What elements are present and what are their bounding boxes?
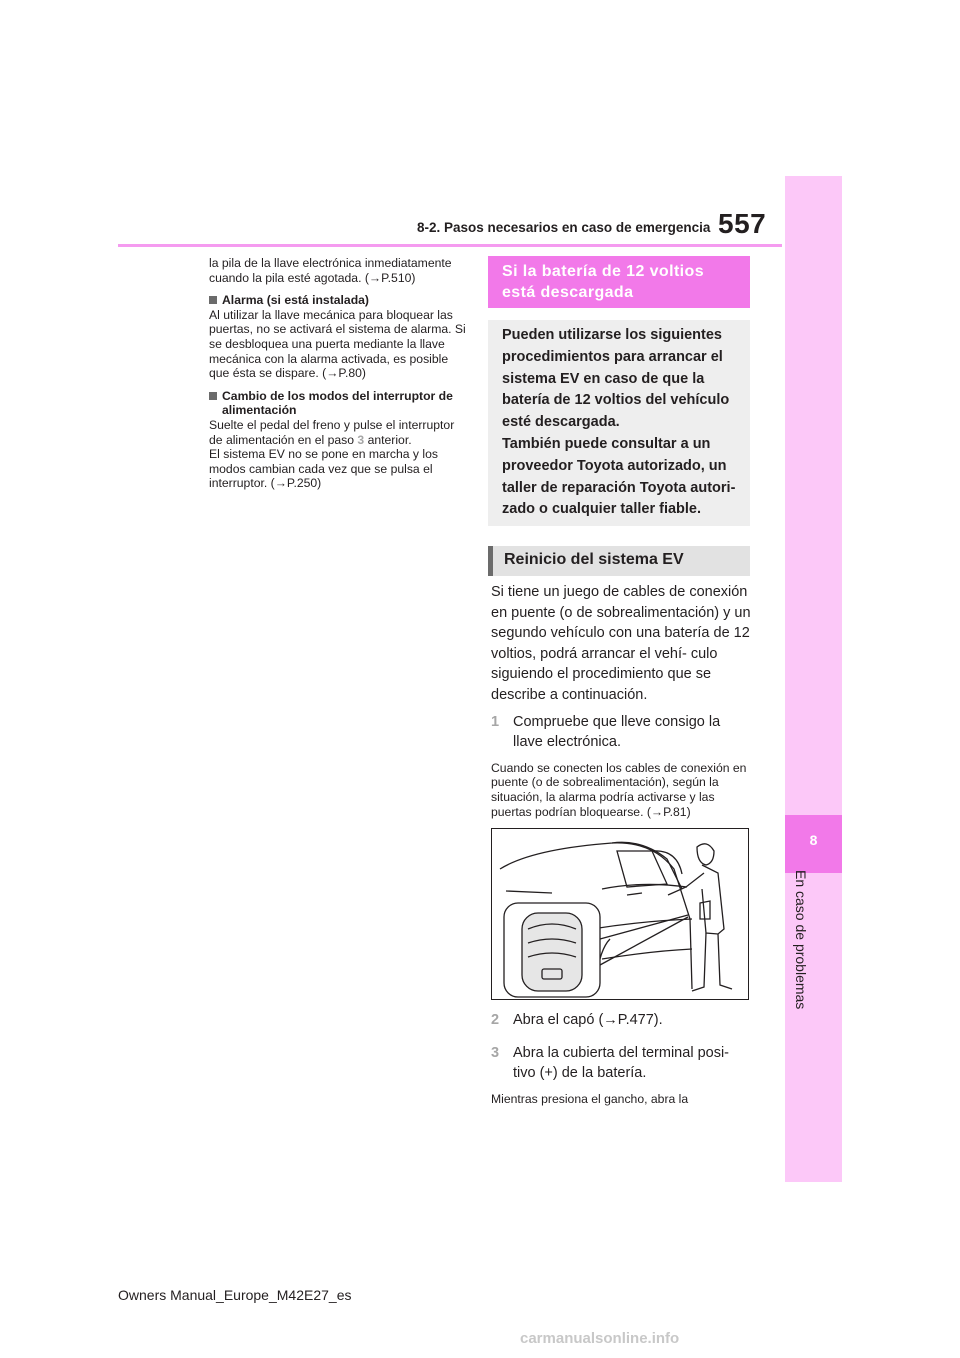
step-1-note: Cuando se conecten los cables de conexión en puente (o de sobrealimentación), según la situación, la alarma podría activarse y las puertas podrían bloquearse. (→P.81)	[491, 760, 747, 819]
lower-steps	[491, 1004, 753, 1106]
page-number: 557	[718, 208, 767, 239]
alarm-heading-text: Alarma (si está instalada)	[222, 293, 369, 308]
side-tab	[785, 176, 842, 1182]
step-text: Compruebe que lleve consigo la llave electrónica.	[513, 713, 721, 751]
left-column	[209, 256, 469, 499]
step-number: 3	[491, 1044, 500, 1061]
step-1	[491, 712, 753, 753]
header-rule	[118, 244, 782, 247]
info-text: Pueden utilizarse los siguientes procedimientos para arrancar el sistema EV en caso de que la batería de 12 voltios del vehículo esté descargada.	[502, 327, 730, 431]
modes-body-part: Suelte el pedal del freno y pulse el interruptor de alimentación en el paso	[209, 417, 455, 447]
step-text: Abra la cubierta del terminal posi- tivo (+) de la batería.	[513, 1044, 729, 1082]
modes-heading	[209, 389, 469, 418]
square-bullet-icon	[209, 392, 217, 400]
info-text: También puede consultar a un proveedor Toyota autorizado, un taller de reparación Toyota autori- zado o cualquier taller fiable.	[502, 435, 736, 518]
modes-heading-text: Cambio de los modos del interruptor de alimentación	[222, 388, 453, 418]
step-3	[491, 1043, 753, 1084]
watermark: carmanualsonline.info	[520, 1330, 680, 1347]
chapter-label	[785, 870, 809, 1030]
section-heading-text: Reinicio del sistema EV	[504, 551, 684, 568]
car-door-drawing	[492, 829, 748, 999]
alarm-body: Al utilizar la llave mecánica para bloquear las puertas, no se activará el sistema de alarma. Si se desbloquea una puerta mediante la llave mecánica con la alarma activada, es posible que ésta se dispare. (→P.80)	[209, 307, 466, 381]
footer-doc-id: Owners Manual_Europe_M42E27_es	[118, 1287, 352, 1303]
info-box	[488, 320, 750, 526]
section-heading	[488, 546, 750, 576]
procedure-intro: Si tiene un juego de cables de conexión en puente (o de sobrealimentación) y un segundo vehículo con una batería de 12 voltios, podrá arrancar el vehí- culo siguiendo el procedimiento que se describe a continuación.	[491, 584, 751, 703]
battery-banner	[488, 256, 750, 308]
step-2	[491, 1010, 753, 1031]
step-3-note: Mientras presiona el gancho, abra la	[491, 1091, 689, 1106]
section-title: 8-2. Pasos necesarios en caso de emergencia	[417, 220, 711, 235]
chapter-number: 8	[809, 832, 818, 848]
alarm-heading	[209, 293, 469, 308]
modes-body-part: anterior.	[367, 432, 412, 447]
battery-banner-title: Si la batería de 12 voltios está descargada	[502, 263, 704, 301]
step-text: Abra el capó (→P.477).	[513, 1012, 663, 1028]
car-key-illustration	[491, 828, 749, 1000]
step-number: 2	[491, 1012, 500, 1028]
step-reference: 3	[357, 432, 365, 447]
square-bullet-icon	[209, 296, 217, 304]
right-column	[491, 582, 753, 819]
modes-body-part: El sistema EV no se pone en marcha y los modos cambian cada vez que se pulsa el interruptor. (→P.250)	[209, 447, 438, 491]
chapter-label-text: En caso de problemas	[793, 870, 809, 1010]
step-number: 1	[491, 713, 500, 730]
modes-body	[209, 418, 469, 491]
intro-text: la pila de la llave electrónica inmediatamente cuando la pila esté agotada. (→P.510)	[209, 256, 452, 285]
